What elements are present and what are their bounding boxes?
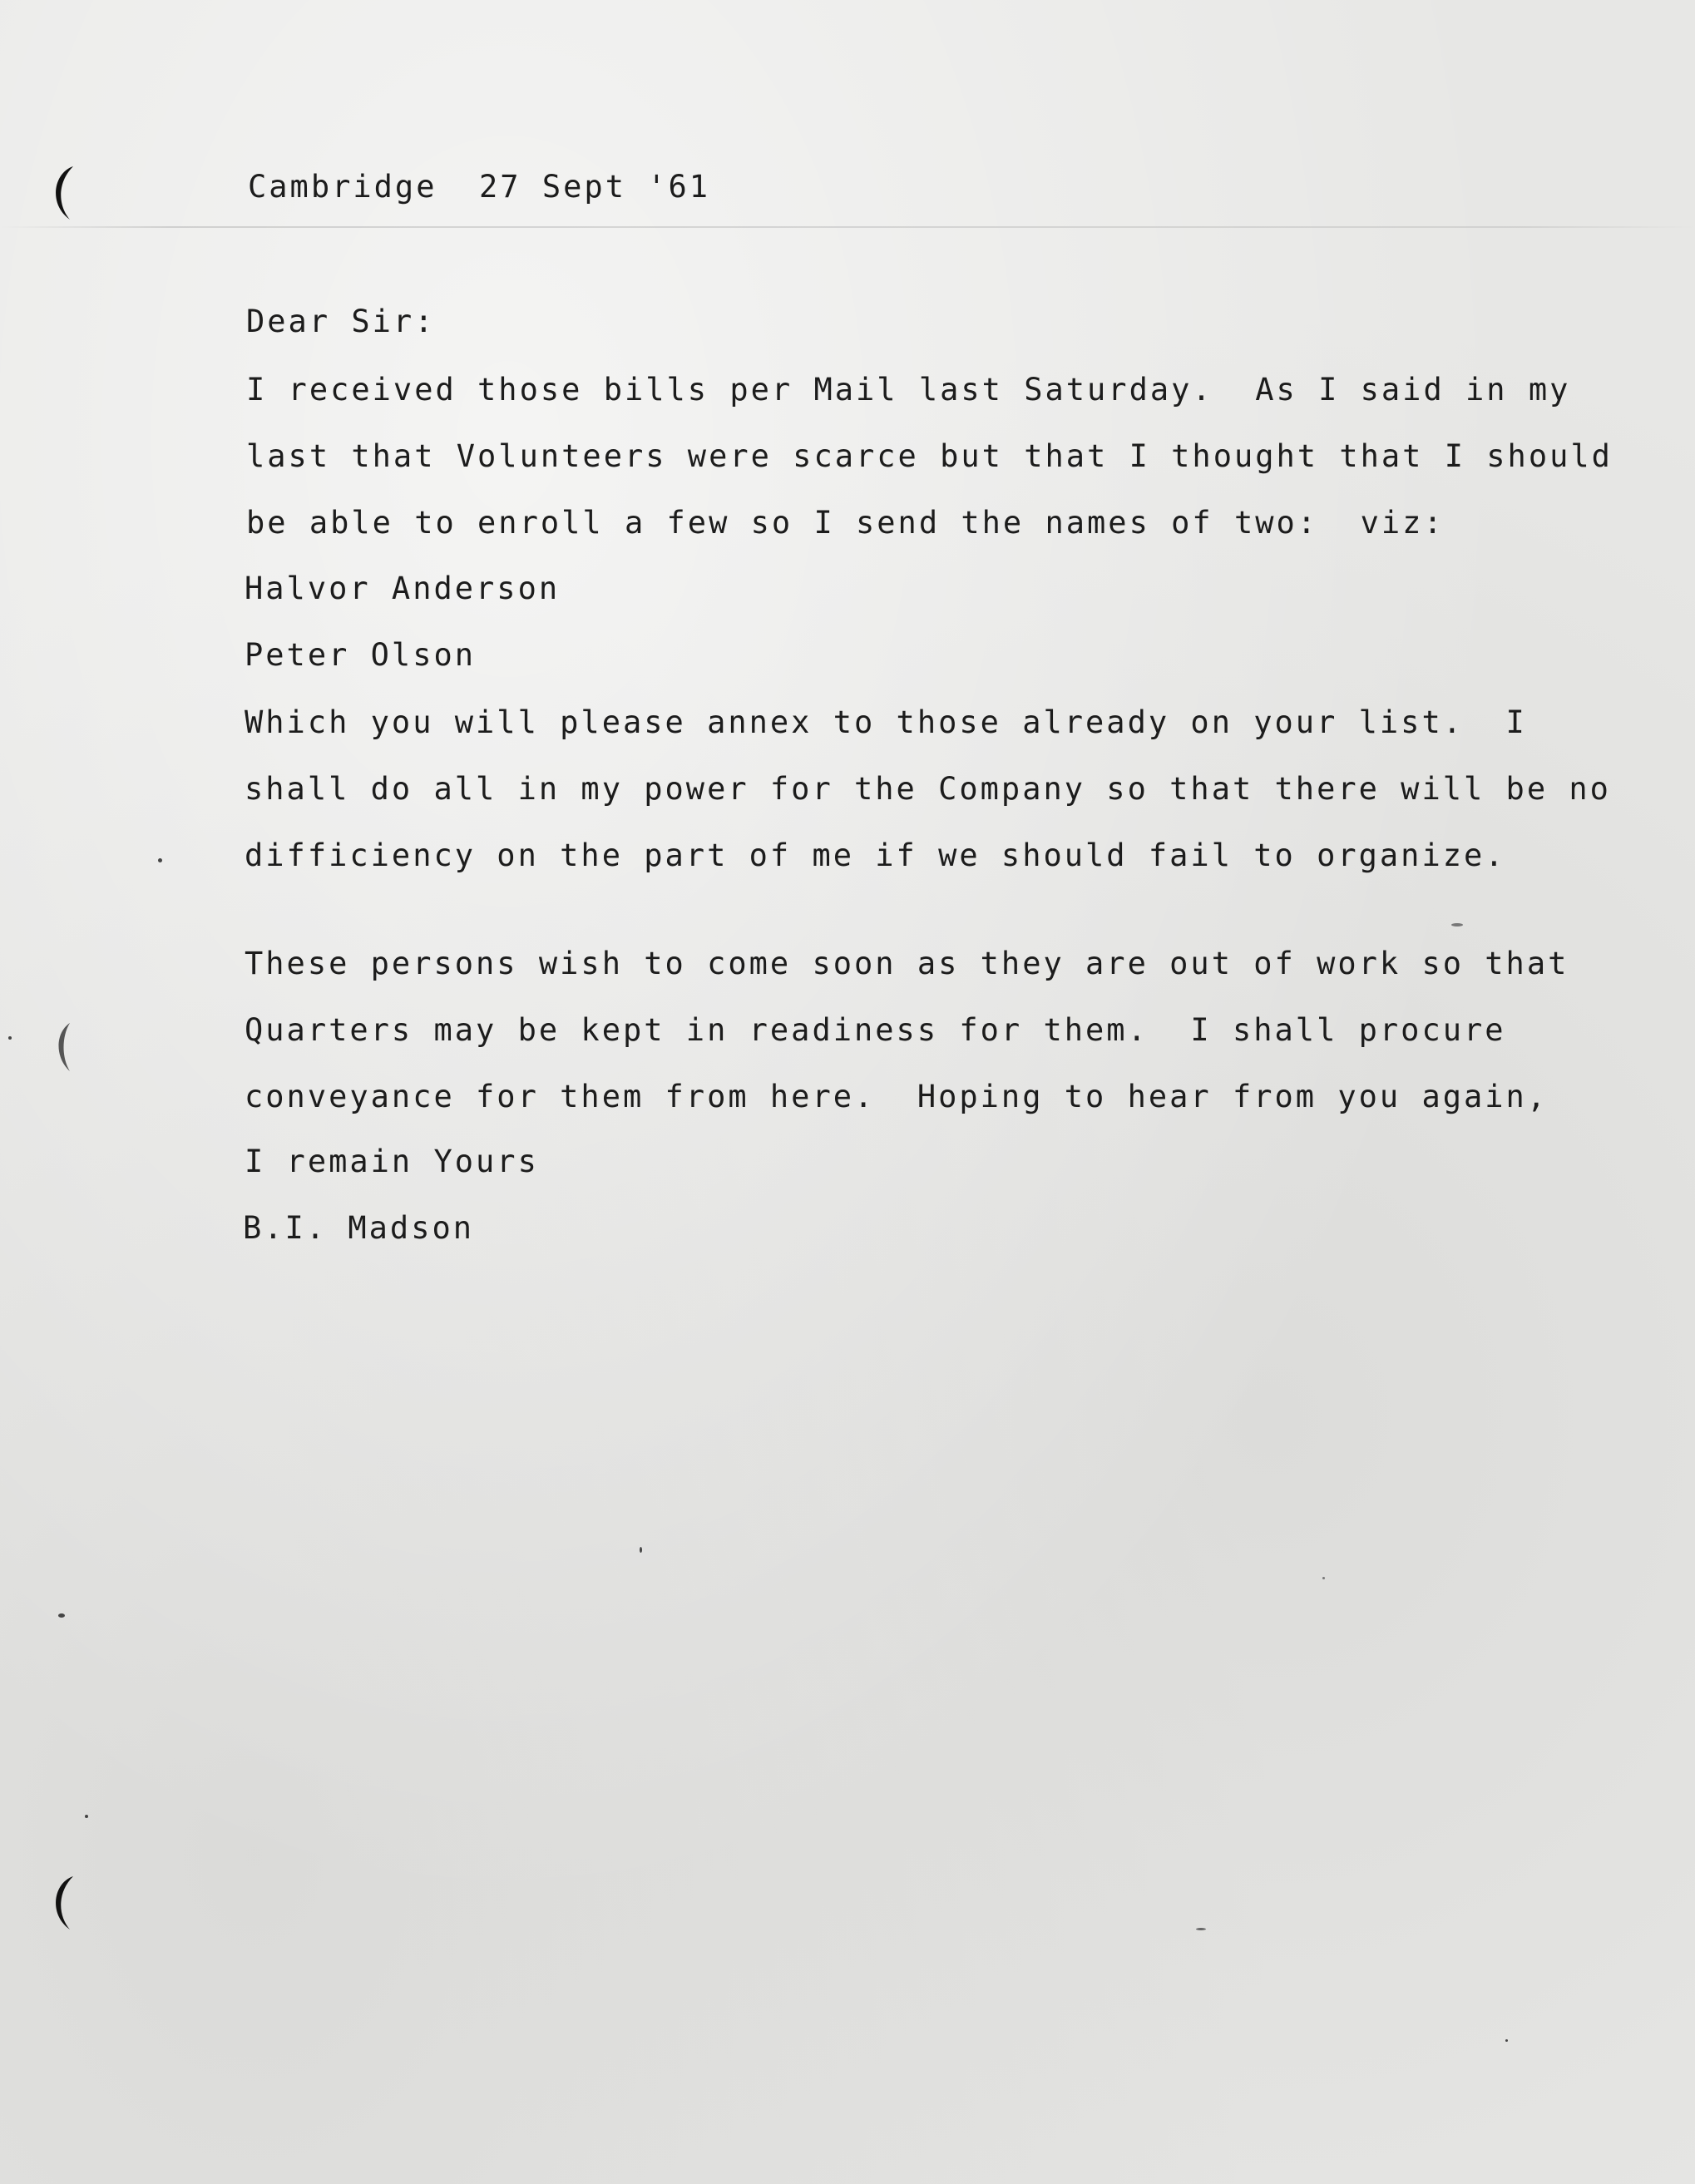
signature: B.I. Madson bbox=[243, 1210, 475, 1246]
body-line: Quarters may be kept in readiness for them. I shall procure bbox=[245, 1012, 1506, 1048]
closing: I remain Yours bbox=[245, 1144, 539, 1179]
body-line: last that Volunteers were scarce but that I thought that I should bbox=[246, 438, 1613, 474]
salutation: Dear Sir: bbox=[246, 304, 436, 339]
body-line: I received those bills per Mail last Saturday. As I said in my bbox=[246, 372, 1571, 408]
volunteer-name: Halvor Anderson bbox=[245, 571, 561, 606]
body-line: be able to enroll a few so I send the names of two: viz: bbox=[246, 505, 1445, 541]
body-line: shall do all in my power for the Company so that there will be no bbox=[245, 771, 1611, 807]
paper-speck bbox=[1322, 1577, 1325, 1579]
paper-speck bbox=[158, 858, 162, 862]
punch-hole-mark bbox=[45, 1018, 78, 1078]
body-line: These persons wish to come soon as they are out of work so that bbox=[245, 946, 1569, 981]
punch-hole-mark bbox=[45, 1873, 78, 1933]
body-line: difficiency on the part of me if we should fail to organize. bbox=[245, 838, 1506, 873]
paper-speck bbox=[58, 1613, 65, 1618]
body-line: Which you will please annex to those already on your list. I bbox=[245, 704, 1527, 740]
paper-speck bbox=[1505, 2039, 1508, 2042]
paper-speck bbox=[8, 1036, 12, 1040]
punch-hole-mark bbox=[45, 163, 78, 223]
body-line: conveyance for them from here. Hoping to hear from you again, bbox=[245, 1079, 1549, 1114]
paper-speck bbox=[640, 1547, 642, 1553]
fold-line bbox=[0, 226, 1695, 228]
paper-speck bbox=[85, 1815, 88, 1818]
paper-speck bbox=[1196, 1928, 1206, 1930]
paper-speck bbox=[1451, 923, 1463, 926]
volunteer-name: Peter Olson bbox=[245, 637, 477, 673]
dateline: Cambridge 27 Sept '61 bbox=[248, 169, 711, 205]
